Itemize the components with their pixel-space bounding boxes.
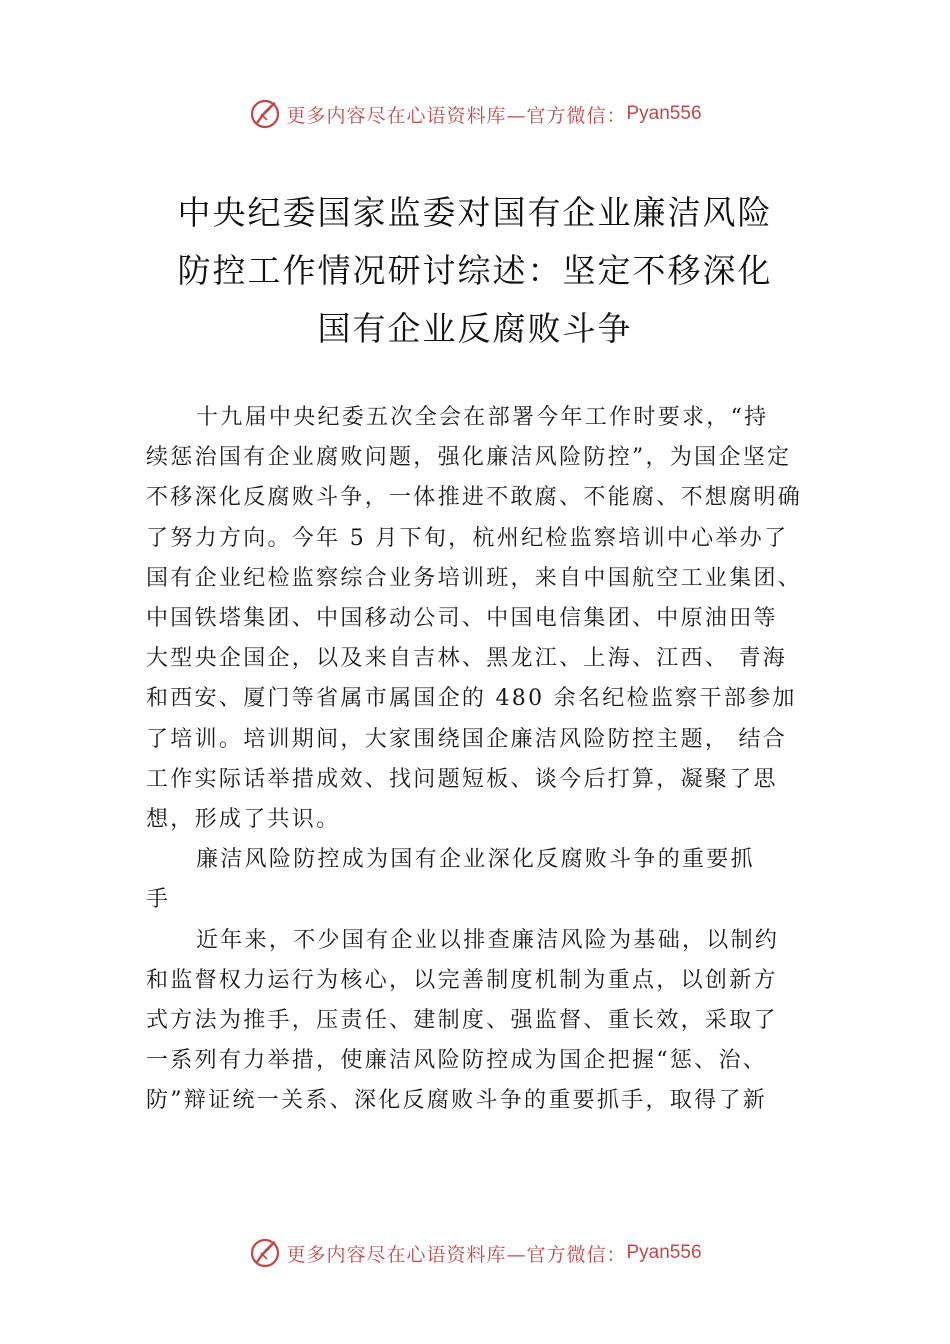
document-body (146, 398, 806, 1122)
section-heading-line: 手 (146, 887, 171, 913)
title-line: 防控工作情况研讨综述：坚定不移深化 (177, 251, 773, 290)
footer-banner-text: 更多内容尽在心语资料库—官方微信： (286, 1243, 627, 1266)
paragraph-line: 一系列有力举措，使廉洁风险防控成为国企把握“惩、治、 (146, 1048, 768, 1074)
paragraph-line: 工作实际话举措成效、找问题短板、谈今后打算，凝聚了思 (146, 766, 778, 792)
paragraph-line: 国有企业纪检监察综合业务培训班，来自中国航空工业集团、 (146, 565, 803, 591)
paragraph-line: 大型央企国企，以及来自吉林、黑龙江、上海、江西、 青海 (146, 646, 788, 672)
paragraph-line: 了努力方向。今年 5 月下旬，杭州纪检监察培训中心举办了 (146, 525, 789, 551)
header-banner (0, 94, 950, 134)
paragraph-line: 和监督权力运行为核心，以完善制度机制为重点，以创新方 (146, 967, 778, 993)
footer-banner-handle: Pyan556 (626, 1242, 702, 1263)
paragraph-line: 十九届中央纪委五次全会在部署今年工作时要求，“持 (196, 405, 769, 430)
paragraph-line: 近年来，不少国有企业以排查廉洁风险为基础，以制约 (196, 927, 780, 953)
header-banner-text: 更多内容尽在心语资料库—官方微信： (286, 104, 627, 127)
paragraph-line: 了培训。培训期间，大家围绕国企廉洁风险防控主题， 结合 (146, 726, 788, 752)
title-line: 中央纪委国家监委对国有企业廉洁风险 (177, 193, 773, 232)
paragraph-line: 中国铁塔集团、中国移动公司、中国电信集团、中原油田等 (146, 606, 778, 632)
title-line: 国有企业反腐败斗争 (317, 309, 633, 348)
section-heading-line: 廉洁风险防控成为国有企业深化反腐败斗争的重要抓 (196, 847, 755, 873)
document-title (0, 184, 950, 358)
feather-pen-logo-icon (248, 97, 282, 131)
footer-banner (0, 1233, 950, 1273)
paragraph-line: 不移深化反腐败斗争，一体推进不敢腐、不能腐、不想腐明确 (146, 485, 803, 511)
feather-pen-logo-icon (248, 1236, 282, 1270)
paragraph-line: 想，形成了共识。 (146, 807, 341, 833)
header-banner-handle: Pyan556 (626, 103, 702, 124)
paragraph-line: 续惩治国有企业腐败问题，强化廉洁风险防控”，为国企坚定 (146, 445, 792, 471)
paragraph-line: 防”辩证统一关系、深化反腐败斗争的重要抓手，取得了新 (146, 1088, 768, 1114)
paragraph-line: 和西安、厦门等省属市属国企的 480 余名纪检监察干部参加 (146, 686, 797, 712)
paragraph-line: 式方法为推手，压责任、建制度、强监督、重长效，采取了 (146, 1008, 778, 1034)
